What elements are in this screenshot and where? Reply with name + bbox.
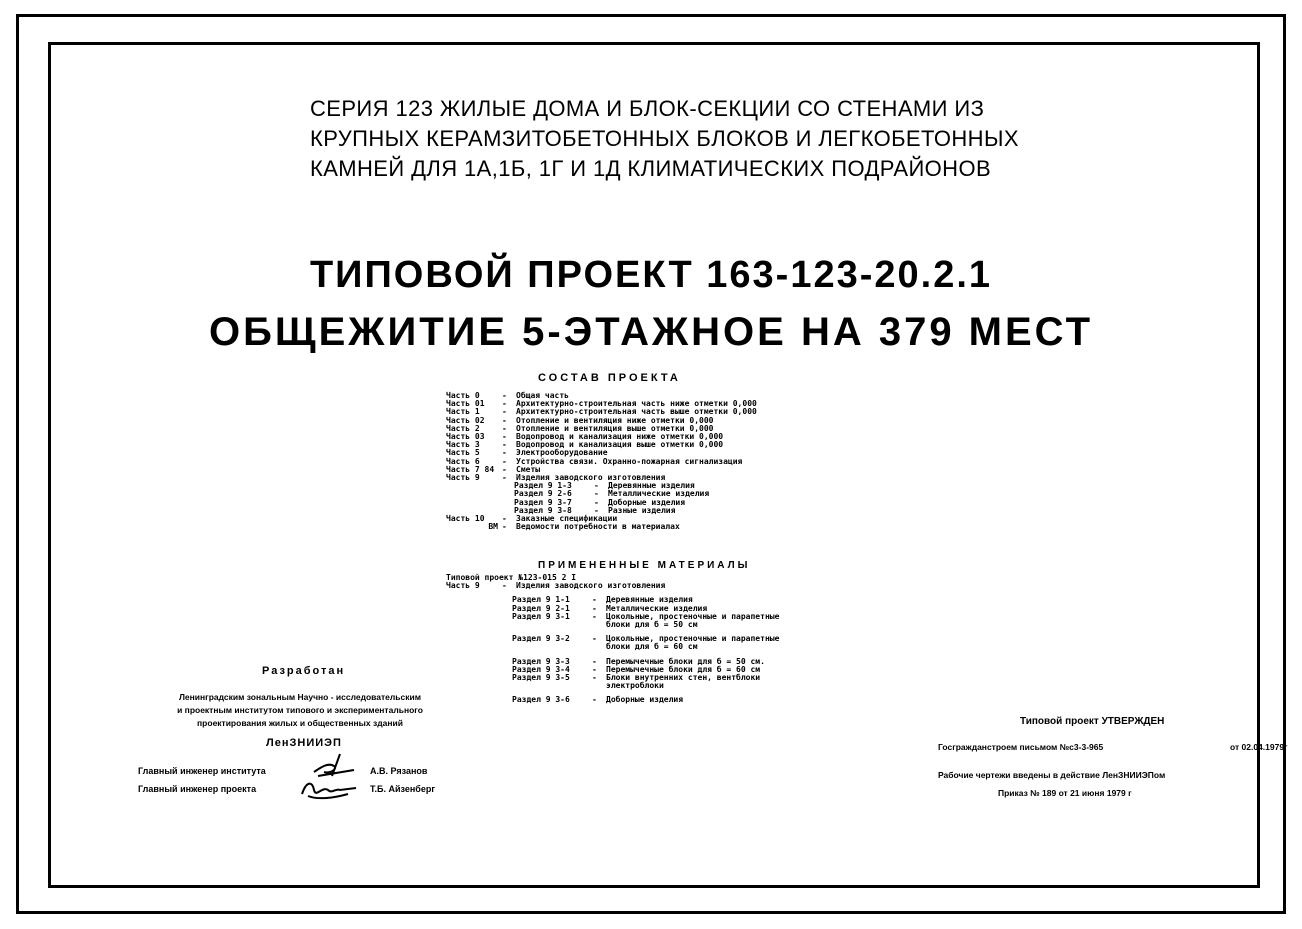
series-heading [310, 94, 1070, 184]
list-item: Часть 6 - Устройства связи. Охранно-пожарная сигнализация [446, 456, 743, 466]
series-line-2: КРУПНЫХ КЕРАМЗИТОБЕТОННЫХ БЛОКОВ И ЛЕГКОБЕТОННЫХ [310, 126, 1019, 151]
developer-organization: Ленинградским зональным Научно - исследовательским и проектным институтом типового и экспериментального проектирования жилых и общественных зданий [177, 692, 423, 728]
composition-heading: СОСТАВ ПРОЕКТА [538, 372, 681, 384]
list-item: Раздел 9 1-3 - Деревянные изделия [514, 481, 695, 491]
project-engineer-row [138, 784, 436, 794]
applied-materials-heading: ПРИМЕНЕННЫЕ МАТЕРИАЛЫ [538, 560, 751, 571]
project-engineer-label: Главный инженер проекта [138, 784, 257, 794]
list-item-continued: блоки для б = 50 см [606, 620, 698, 630]
developer-institute: ЛенЗНИИЭП [266, 737, 342, 749]
composition-list [446, 392, 757, 531]
list-item: Часть 3 - Водопровод и канализация выше отметки 0,000 [446, 440, 724, 450]
list-item: Раздел 9 3-6 - Доборные изделия [512, 695, 684, 705]
list-item: Часть 1 - Архитектурно-строительная часть выше отметки 0,000 [446, 407, 757, 417]
list-item: Раздел 9 3-7 - Доборные изделия [514, 497, 686, 507]
project-title: ТИПОВОЙ ПРОЕКТ 163-123-20.2.1 [309, 254, 993, 296]
list-item: Часть 2 - Отопление и вентиляция выше отметки 0,000 [446, 423, 714, 433]
list-item: Раздел 9 3-1 - Цокольные, простеночные и парапетные [512, 611, 780, 621]
building-title: ОБЩЕЖИТИЕ 5-ЭТАЖНОЕ НА 379 МЕСТ [208, 310, 1093, 354]
applied-materials-list [446, 574, 779, 705]
list-item: Часть 9 - Изделия заводского изготовления [446, 473, 666, 483]
list-item: Часть 01 - Архитектурно-строительная часть ниже отметки 0,000 [446, 399, 757, 409]
developer-heading: Разработан [262, 665, 346, 677]
list-item: Часть 03 - Водопровод и канализация ниже отметки 0,000 [446, 432, 724, 442]
list-item: ВМ - Ведомости потребности в материалах [488, 522, 680, 532]
list-item: Часть 02 - Отопление и вентиляция ниже отметки 0,000 [446, 415, 714, 425]
approval-letter: Госгражданстроем письмом №с3-3-965 от 02.04.1979г [938, 742, 1288, 752]
approval-title: Типовой проект УТВЕРЖДЕН [1020, 716, 1165, 727]
list-item-continued: блоки для б = 60 см [606, 642, 698, 652]
list-item: Раздел 9 3-4 - Перемычечные блоки для б = 60 см [512, 664, 761, 674]
list-item: Раздел 9 2-1 - Металлические изделия [512, 603, 708, 613]
approval-order: Приказ № 189 от 21 июня 1979 г [998, 788, 1132, 798]
list-item: Раздел 9 3-2 - Цокольные, простеночные и парапетные [512, 634, 780, 644]
list-item: Часть 10 - Заказные спецификации [446, 514, 618, 524]
applied-project: Типовой проект №123-015 2 I [446, 573, 577, 582]
signature-project-engineer [298, 776, 360, 802]
chief-engineer-label: Главный инженер института [138, 766, 266, 776]
list-item: Часть 9 - Изделия заводского изготовления [446, 581, 666, 591]
series-line-1: СЕРИЯ 123 ЖИЛЫЕ ДОМА И БЛОК-СЕКЦИИ СО СТЕНАМИ ИЗ [310, 96, 985, 121]
project-engineer-name: Т.Б. Айзенберг [370, 784, 436, 794]
list-item: Часть 5 - Электрооборудование [446, 448, 608, 458]
list-item-continued: электроблоки [606, 681, 664, 691]
list-item: Раздел 9 2-6 - Металлические изделия [514, 489, 710, 499]
list-item: Раздел 9 3-8 - Разные изделия [514, 505, 676, 515]
approval-enactment: Рабочие чертежи введены в действие ЛенЗНИИЭПом [938, 770, 1166, 780]
approval-date: от 02.04.1979г [1230, 742, 1288, 752]
list-item: Раздел 9 3-5 - Блоки внутренних стен, вентблоки [512, 673, 761, 683]
series-line-3: КАМНЕЙ ДЛЯ 1А,1Б, 1Г И 1Д КЛИМАТИЧЕСКИХ ПОДРАЙОНОВ [310, 156, 992, 181]
list-item: Часть 7 84 - Сметы [446, 464, 541, 474]
list-item: Раздел 9 3-3 - Перемычечные блоки для б = 50 см. [512, 656, 765, 666]
list-item: Часть 0 - Общая часть [446, 391, 569, 400]
chief-engineer-row [138, 766, 428, 776]
chief-engineer-name: А.В. Рязанов [370, 766, 428, 776]
list-item: Раздел 9 1-1 - Деревянные изделия [512, 595, 693, 605]
